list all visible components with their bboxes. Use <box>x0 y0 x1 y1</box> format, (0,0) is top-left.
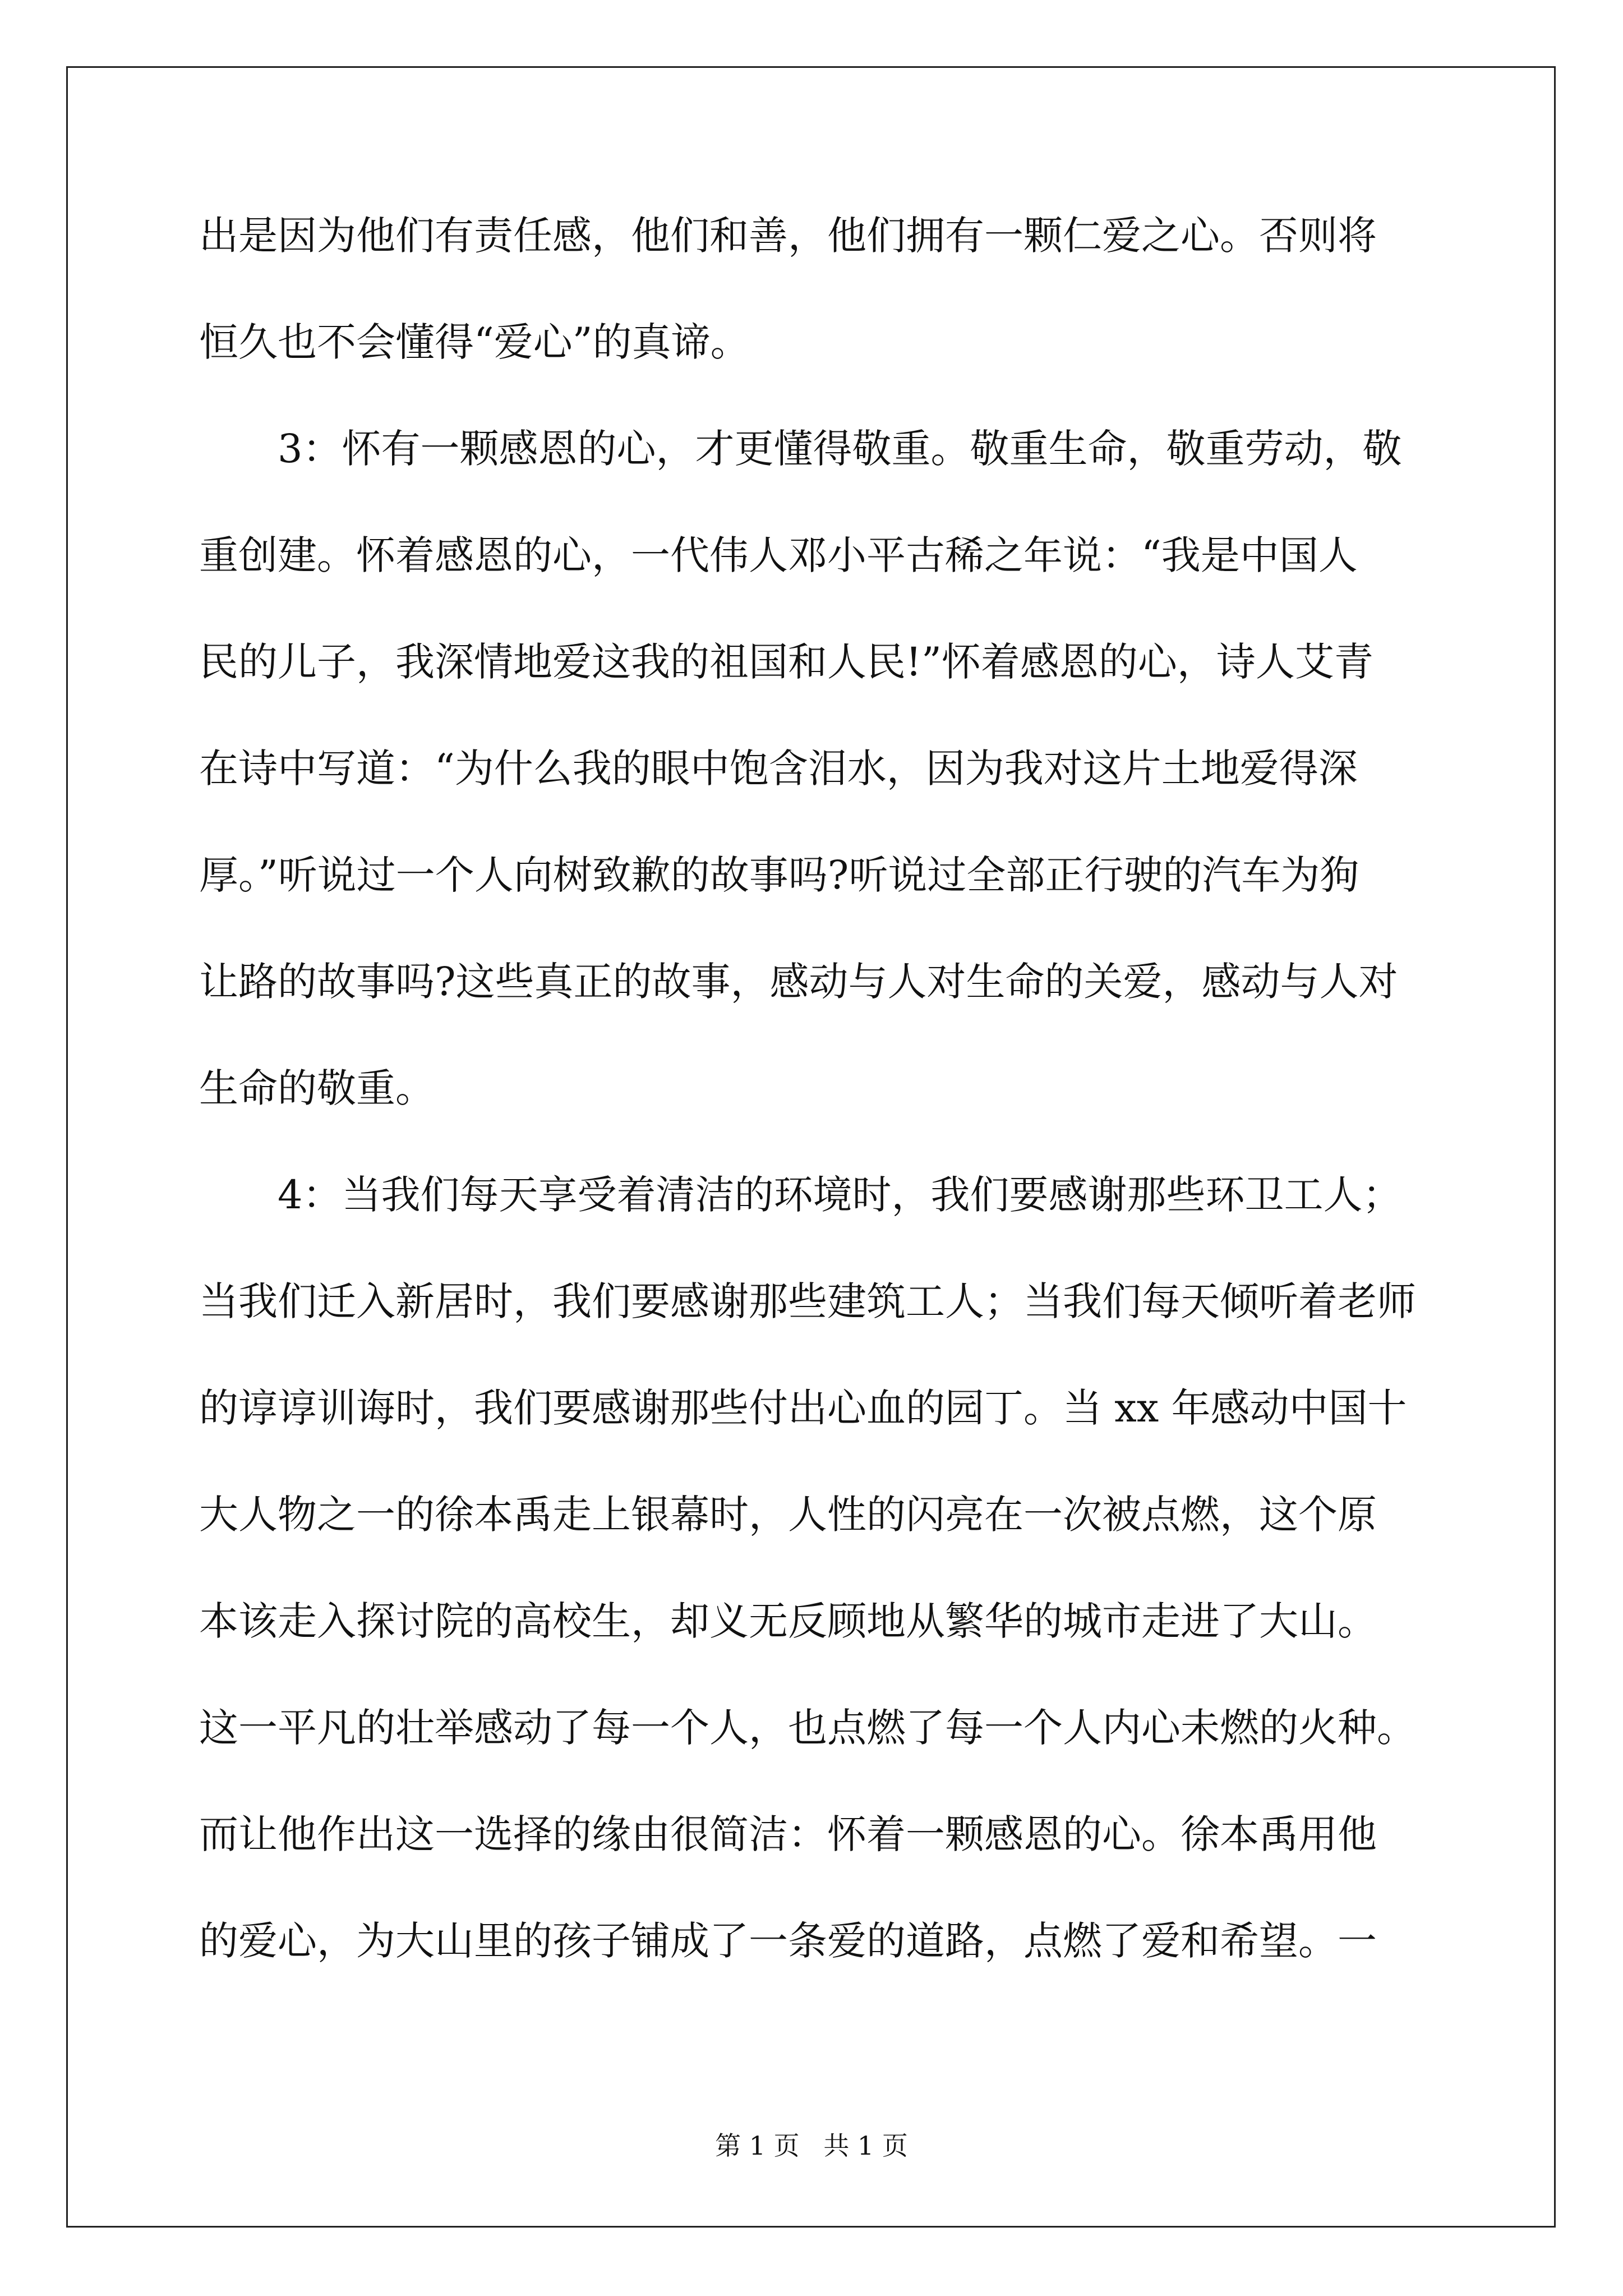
text-line: 让路的故事吗?这些真正的故事，感动与人对生命的关爱，感动与人对 <box>199 959 1398 1005</box>
page-number-current: 第 1 页 <box>715 2131 800 2161</box>
text-line: 民的儿子，我深情地爱这我的祖国和人民!”怀着感恩的心，诗人艾青 <box>199 639 1373 685</box>
text-line: 3：怀有一颗感恩的心，才更懂得敬重。敬重生命，敬重劳动，敬 <box>199 426 1402 472</box>
text-line: 恒久也不会懂得“爱心”的真谛。 <box>199 319 750 365</box>
text-line: 生命的敬重。 <box>199 1065 435 1111</box>
text-line: 当我们迁入新居时，我们要感谢那些建筑工人；当我们每天倾听着老师 <box>199 1278 1416 1324</box>
text-line: 厚。”听说过一个人向树致歉的故事吗?听说过全部正行驶的汽车为狗 <box>199 852 1359 898</box>
text-line: 重创建。怀着感恩的心，一代伟人邓小平古稀之年说：“我是中国人 <box>199 532 1358 578</box>
text-line: 本该走入探讨院的高校生，却义无反顾地从繁华的城市走进了大山。 <box>199 1598 1377 1644</box>
text-line: 而让他作出这一选择的缘由很简洁：怀着一颗感恩的心。徐本禹用他 <box>199 1811 1377 1857</box>
text-line: 的谆谆训诲时，我们要感谢那些付出心血的园丁。当 xx 年感动中国十 <box>199 1385 1407 1431</box>
text-line: 的爱心，为大山里的孩子铺成了一条爱的道路，点燃了爱和希望。一 <box>199 1918 1377 1964</box>
text-line: 大人物之一的徐本禹走上银幕时，人性的闪亮在一次被点燃，这个原 <box>199 1492 1377 1538</box>
page-footer <box>0 2129 1623 2162</box>
text-line: 这一平凡的壮举感动了每一个人，也点燃了每一个人内心未燃的火种。 <box>199 1705 1416 1751</box>
page-border <box>66 66 1556 2228</box>
text-line: 出是因为他们有责任感，他们和善，他们拥有一颗仁爱之心。否则将 <box>199 213 1377 259</box>
text-line: 在诗中写道：“为什么我的眼中饱含泪水，因为我对这片土地爱得深 <box>199 746 1358 792</box>
text-line: 4：当我们每天享受着清洁的环境时，我们要感谢那些环卫工人； <box>199 1172 1402 1218</box>
page-number-total: 共 1 页 <box>823 2131 908 2161</box>
